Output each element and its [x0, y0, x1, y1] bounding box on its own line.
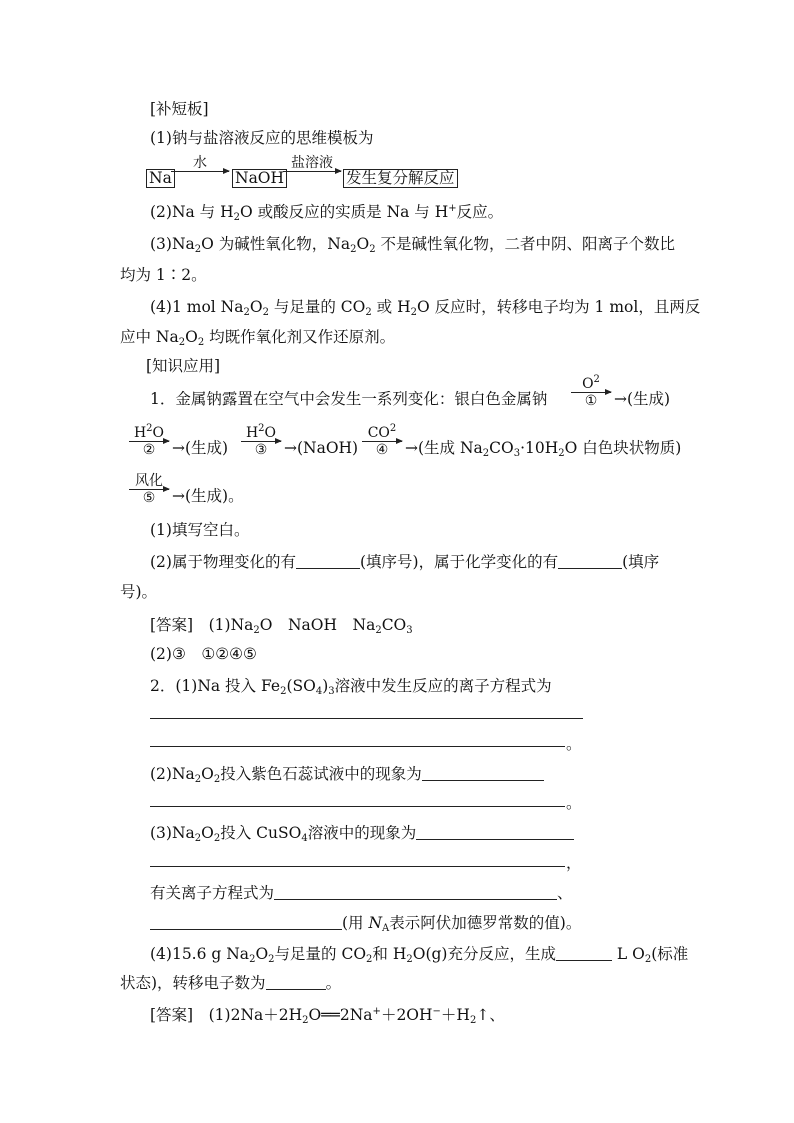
arrow-salt-solution: 盐溶液	[283, 155, 341, 172]
section-title-knowledge: [知识应用]	[146, 357, 221, 375]
q1-product-5: →(生成)。	[172, 487, 244, 505]
answer-line-3[interactable]	[150, 806, 565, 807]
q1-product-2: →(生成)	[172, 439, 229, 457]
paragraph-3-line-2: 均为 1∶2。	[120, 266, 207, 284]
q1-sub-2-cont: 号)。	[120, 583, 158, 601]
answer-1-line-1: [答案] $(1)Na_2O$ NaOH $Na_2CO_3$	[150, 616, 413, 636]
arrow-step-3: $H^2O$ ③	[241, 425, 281, 458]
period-2: 。	[566, 794, 582, 812]
blank-electrons[interactable]	[266, 973, 326, 990]
q2-line-6: (4)15.6 g $Na_2O_2$与足量的 $CO_2$和 $H_2O(g)$充分反应，生成 L $O_2$(标准	[150, 945, 689, 965]
blank-ion-eq-2[interactable]	[150, 913, 342, 930]
q2-line-7: 状态)，转移电子数为 。	[120, 974, 342, 992]
answer-line-2[interactable]	[150, 746, 565, 747]
q1-line-1: 1．金属钠露置在空气中会发生一系列变化：银白色金属钠	[150, 390, 548, 408]
q1-product-1: →(生成)	[614, 390, 671, 408]
blank-o2-volume[interactable]	[556, 944, 612, 961]
arrow-step-2: $H^2O$ ②	[129, 425, 169, 458]
section-title-bu-duan-ban: [补短板]	[150, 100, 209, 118]
template-box-na: Na	[146, 167, 175, 189]
q2-line-1: 2．(1)Na 投入 $Fe_2(SO_4)_3$溶液中发生反应的离子方程式为	[150, 677, 552, 697]
q1-sub-2: (2)属于物理变化的有 (填序号)，属于化学变化的有 (填序	[150, 553, 660, 571]
q1-product-3: →(NaOH)	[284, 439, 359, 457]
arrow-step-5: 风化 ⑤	[129, 473, 169, 506]
paragraph-4-line-1: (4)1 mol $Na_2O_2$ 与足量的 $CO_2$ 或 $H_2O$ 反应时，转移电子均为 1 mol，且两反	[150, 298, 701, 318]
paragraph-4-line-2: 应中 $Na_2O_2$ 均既作氧化剂又作还原剂。	[120, 328, 396, 348]
template-box-reaction: 发生复分解反应	[343, 167, 458, 189]
paragraph-2: (2)Na 与 $H_2O$ 或酸反应的实质是 Na 与 H+反应。	[150, 203, 504, 223]
arrow-step-4: $CO^2$ ④	[362, 425, 402, 458]
q2-line-2: $(2)Na_2O_2$投入紫色石蕊试液中的现象为	[150, 763, 544, 785]
comma-1: ，	[566, 854, 582, 872]
blank-cuso4[interactable]	[416, 823, 574, 840]
answer-2-line-1: [答案] $(1)2Na+2H_2O══2Na^++2OH^-+H_2↑$、	[150, 1006, 505, 1026]
paragraph-3-line-1: $(3)Na_2O$ 为碱性氧化物，$Na_2O_2$ 不是碱性氧化物，二者中阴、阳离子个数比	[150, 235, 675, 255]
q2-line-5: (用 $N_A$表示阿伏加德罗常数的值)。	[150, 912, 581, 934]
blank-chemical[interactable]	[558, 552, 622, 569]
arrow-step-1: $O^2$ ①	[571, 376, 611, 409]
q1-product-4: →(生成 $Na_2CO_3\cdot 10H_2O$ 白色块状物质)	[405, 439, 682, 459]
template-box-naoh: NaOH	[232, 167, 287, 189]
blank-litmus[interactable]	[422, 764, 544, 781]
blank-physical[interactable]	[296, 552, 360, 569]
blank-ion-eq[interactable]	[274, 883, 557, 900]
answer-line-4[interactable]	[150, 866, 565, 867]
answer-1-line-2: (2)③ ①②④⑤	[150, 645, 257, 663]
q2-line-4: 有关离子方程式为 、	[150, 884, 573, 902]
arrow-water: 水	[171, 155, 229, 172]
q2-line-3: $(3)Na_2O_2$投入 CuSO$_4$溶液中的现象为	[150, 822, 574, 844]
paragraph-1: (1)钠与盐溶液反应的思维模板为	[150, 129, 374, 147]
period-1: 。	[566, 735, 582, 753]
answer-line-1[interactable]	[150, 718, 583, 719]
q1-sub-1: (1)填写空白。	[150, 521, 250, 539]
